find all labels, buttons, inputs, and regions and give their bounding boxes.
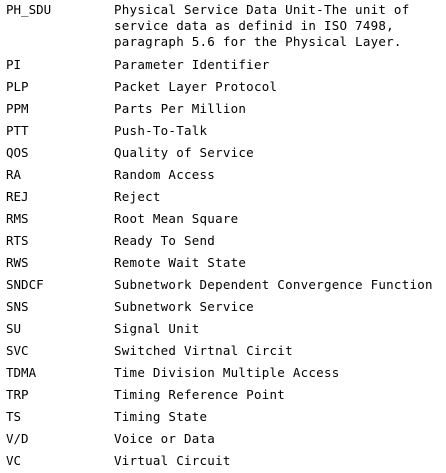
glossary-term: RWS: [6, 255, 29, 270]
glossary-entry: [6, 406, 444, 428]
glossary-definition: Timing State: [114, 409, 208, 424]
glossary-term: V/D: [6, 431, 29, 446]
glossary-term: RTS: [6, 233, 29, 248]
glossary-definition: Root Mean Square: [114, 211, 239, 226]
glossary-definition: Ready To Send: [114, 233, 216, 248]
glossary-entry: [6, 208, 444, 230]
glossary-term: PTT: [6, 123, 29, 138]
glossary-definition: Voice or Data: [114, 431, 216, 446]
glossary-definition: Timing Reference Point: [114, 387, 286, 402]
glossary-entry: [6, 142, 444, 164]
glossary-entry: [6, 76, 444, 98]
glossary-term: RA: [6, 167, 22, 182]
glossary-term: REJ: [6, 189, 29, 204]
glossary-entry: [6, 450, 444, 472]
glossary-definition: [114, 2, 444, 50]
glossary-term: RMS: [6, 211, 29, 226]
glossary-entry: [6, 54, 444, 76]
glossary-term: PH_SDU: [6, 2, 52, 17]
glossary-entry: [6, 252, 444, 274]
definition-line: Physical Service Data Unit-The unit of: [114, 2, 410, 17]
glossary-entry: [6, 296, 444, 318]
glossary-definition: Reject: [114, 189, 161, 204]
glossary-entry-list: [6, 54, 444, 472]
glossary-definition: Subnetwork Service: [114, 299, 254, 314]
glossary-entry: [6, 230, 444, 252]
glossary-definition: Push-To-Talk: [114, 123, 208, 138]
glossary-entry: [6, 428, 444, 450]
glossary-term: TS: [6, 409, 22, 424]
glossary-entry: [6, 340, 444, 362]
glossary-entry-ph-sdu: [6, 1, 444, 50]
glossary-entry: [6, 384, 444, 406]
glossary-definition: Packet Layer Protocol: [114, 79, 278, 94]
glossary-term: TRP: [6, 387, 29, 402]
glossary-definition: Remote Wait State: [114, 255, 247, 270]
glossary-term: TDMA: [6, 365, 37, 380]
glossary-entry: [6, 120, 444, 142]
glossary-entry: [6, 362, 444, 384]
glossary-definition: Parameter Identifier: [114, 57, 270, 72]
definition-line: paragraph 5.6 for the Physical Layer.: [114, 34, 402, 49]
glossary-entry: [6, 164, 444, 186]
glossary-term: SNDCF: [6, 277, 44, 292]
glossary-term: SNS: [6, 299, 29, 314]
glossary-term: QOS: [6, 145, 29, 160]
glossary-entry: [6, 274, 444, 296]
glossary-term: SVC: [6, 343, 29, 358]
glossary-term: VC: [6, 453, 22, 468]
glossary-definition: Parts Per Million: [114, 101, 247, 116]
glossary-entry: [6, 186, 444, 208]
glossary-term: PPM: [6, 101, 29, 116]
glossary-definition: Time Division Multiple Access: [114, 365, 340, 380]
acronym-glossary: [6, 1, 444, 472]
glossary-term: PI: [6, 57, 22, 72]
glossary-definition: Signal Unit: [114, 321, 200, 336]
glossary-definition: Subnetwork Dependent Convergence Function: [114, 277, 433, 292]
glossary-entry: [6, 98, 444, 120]
glossary-term: PLP: [6, 79, 29, 94]
glossary-definition: Virtual Circuit: [114, 453, 231, 468]
glossary-term: SU: [6, 321, 22, 336]
glossary-entry: [6, 318, 444, 340]
glossary-definition: Quality of Service: [114, 145, 254, 160]
definition-line: service data as definid in ISO 7498,: [114, 18, 394, 33]
glossary-definition: Switched Virtnal Circit: [114, 343, 293, 358]
glossary-definition: Random Access: [114, 167, 216, 182]
